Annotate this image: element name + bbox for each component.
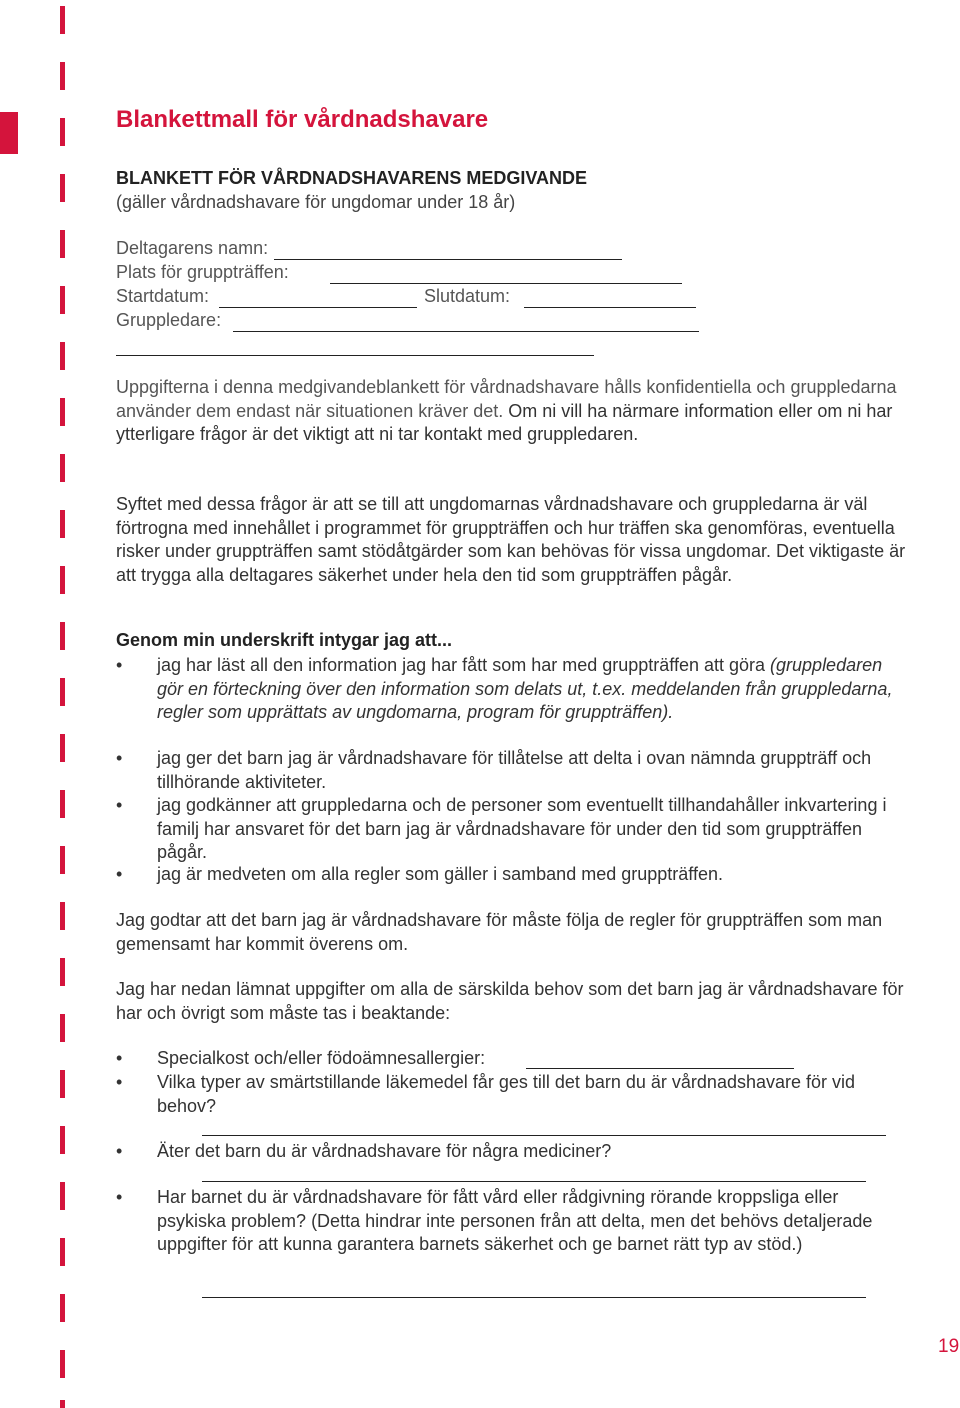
purpose-text: Syftet med dessa frågor är att se till att ungdomarnas vårdnadshavare och gruppledarna är väl förtrogna med innehållet i programmet för gruppträffen och hur träffen ska genomföras, eventuella risker under gruppträffen samt stödåtgärder som kan behövas för vissa ungdomar. [116, 494, 895, 561]
agreement-paragraph: Jag godtar att det barn jag är vårdnadshavare för måste följa de regler för gruppträffen som man gemensamt har kommit överens om. [116, 910, 883, 954]
bullet-icon: • [116, 795, 123, 815]
signature-heading: Genom min underskrift intygar jag att... [116, 630, 453, 650]
painkillers-question: Vilka typer av smärtstillande läkemedel får ges till det barn du är vårdnadshavare för vid behov? [157, 1072, 856, 1116]
chapter-tab [0, 112, 18, 154]
margin-dash [60, 1126, 65, 1154]
bullet-icon: • [116, 864, 123, 884]
margin-dash [60, 1238, 65, 1266]
end-date-field[interactable] [524, 307, 696, 308]
bullet-icon: • [116, 1072, 123, 1092]
margin-dash [60, 342, 65, 370]
margin-dash [60, 1400, 65, 1408]
meeting-place-field[interactable] [330, 283, 682, 284]
margin-dash [60, 1070, 65, 1098]
bullet-icon: • [116, 1141, 123, 1161]
margin-dash [60, 6, 65, 34]
margin-dash [60, 958, 65, 986]
painkillers-answer-field[interactable] [202, 1135, 886, 1136]
medicines-answer-field[interactable] [202, 1181, 866, 1182]
form-title: BLANKETT FÖR VÅRDNADSHAVARENS MEDGIVANDE [116, 168, 588, 188]
margin-dash [60, 678, 65, 706]
participant-name-field[interactable] [274, 259, 622, 260]
needs-intro-paragraph: Jag har nedan lämnat uppgifter om alla de särskilda behov som det barn jag är vårdnadshavare för har och övrigt som måste tas i beaktande: [116, 979, 904, 1023]
margin-dash [60, 902, 65, 930]
bullet-icon: • [116, 655, 123, 675]
confidentiality-text: Uppgifterna i denna medgivandeblankett för vårdnadshavare hålls konfidentiella och gruppledarna använder dem endast när situationen kräver det. [116, 377, 897, 421]
margin-dash [60, 1182, 65, 1210]
confidentiality-paragraph [116, 376, 906, 447]
start-date-label: Startdatum: [116, 286, 210, 306]
form-subtitle: (gäller vårdnadshavare för ungdomar under 18 år) [116, 192, 516, 212]
margin-dash [60, 230, 65, 258]
margin-dash [60, 510, 65, 538]
margin-dash [60, 286, 65, 314]
margin-dash [60, 118, 65, 146]
diet-answer-field[interactable] [526, 1068, 794, 1069]
start-date-field[interactable] [219, 307, 417, 308]
bullet-icon: • [116, 1187, 123, 1207]
page-title: Blankettmall för vårdnadshavare [116, 106, 489, 133]
group-leader-field[interactable] [233, 331, 699, 332]
affirmation-text: jag ger det barn jag är vårdnadshavare för tillåtelse att delta i ovan nämnda gruppträff och tillhörande aktiviteter. [157, 748, 872, 792]
margin-dash [60, 1294, 65, 1322]
bullet-icon: • [116, 1048, 123, 1068]
affirmation-text: jag är medveten om alla regler som gäller i samband med gruppträffen. [157, 864, 723, 884]
page-number: 19 [938, 1336, 960, 1357]
margin-dash [60, 566, 65, 594]
group-leader-extra-field[interactable] [116, 355, 594, 356]
margin-dash [60, 174, 65, 202]
margin-dash [60, 734, 65, 762]
margin-dash [60, 454, 65, 482]
bullet-icon: • [116, 748, 123, 768]
margin-dash [60, 398, 65, 426]
affirmation-note: (gruppledaren gör en förteckning över den information som delats ut, t.ex. meddelanden från gruppledarna, regler som upprättats av ungdomarna, program för gruppträffen). [157, 655, 893, 722]
margin-dash [60, 1350, 65, 1378]
diet-question: Specialkost och/eller födoämnesallergier: [157, 1048, 486, 1068]
medicines-question: Äter det barn du är vårdnadshavare för några mediciner? [157, 1141, 612, 1161]
affirmation-text: jag har läst all den information jag har fått som har med gruppträffen att göra [157, 655, 766, 675]
group-leader-label: Gruppledare: [116, 310, 222, 330]
margin-dash [60, 62, 65, 90]
margin-dash [60, 622, 65, 650]
care-answer-field[interactable] [202, 1297, 866, 1298]
care-question: Har barnet du är vårdnadshavare för fått vård eller rådgivning rörande kroppsliga eller psykiska problem? (Detta hindrar inte personen från att delta, men det behövs detaljerade uppgifter för att kunna garantera barnets säkerhet och ge barnet rätt typ av stöd.) [157, 1187, 873, 1254]
purpose-paragraph [116, 493, 906, 587]
margin-dash [60, 846, 65, 874]
end-date-label: Slutdatum: [424, 286, 511, 306]
contact-text: Om ni vill ha närmare information eller om ni har ytterligare frågor är det viktigt att ni tar kontakt med gruppledaren. [116, 400, 893, 444]
safety-text: Det viktigaste är att trygga alla deltagares säkerhet under hela den tid som gruppträffen pågår. [116, 541, 906, 585]
meeting-place-label: Plats för gruppträffen: [116, 262, 289, 282]
participant-name-label: Deltagarens namn: [116, 238, 269, 258]
margin-dash [60, 1014, 65, 1042]
margin-dash [60, 790, 65, 818]
affirmation-text: jag godkänner att gruppledarna och de personer som eventuellt tillhandahåller inkvartering i familj har ansvaret för det barn jag är vårdnadshavare för under den tid som gruppträffen pågår. [157, 795, 887, 862]
